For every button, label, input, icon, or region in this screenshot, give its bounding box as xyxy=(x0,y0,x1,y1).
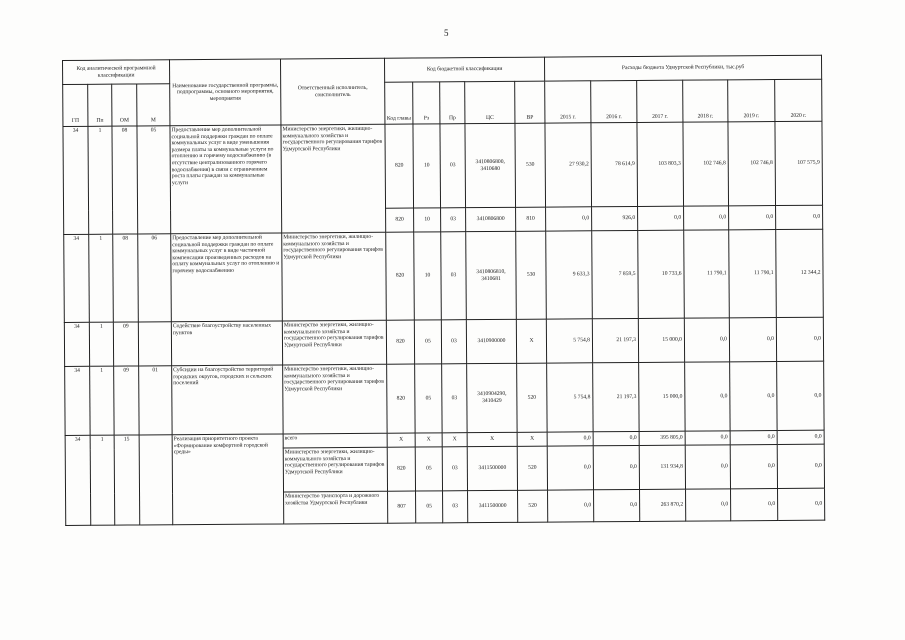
cell-cs: 3410904290, 3410429 xyxy=(467,363,517,432)
cell-vr: 810 xyxy=(516,207,546,231)
cell-om: 09 xyxy=(113,322,138,366)
cell-executor: всего xyxy=(283,433,387,448)
cell-value-2017: 103 803,3 xyxy=(637,122,684,206)
cell-m xyxy=(138,322,171,366)
page-number: 5 xyxy=(444,28,449,38)
header-cs: ЦС xyxy=(465,81,515,123)
cell-gp: 34 xyxy=(64,322,89,366)
cell-pr: 03 xyxy=(442,447,467,491)
cell-value-2020: 0,0 xyxy=(776,205,823,229)
cell-value-2017: 131 934,8 xyxy=(639,445,685,489)
cell-executor: Министерство энергетики, жилищно-коммунального хозяйства и государственного регулирования тарифов Удмуртской Республики xyxy=(282,320,386,365)
header-year-2017: 2017 г. xyxy=(637,80,683,122)
cell-glava: 820 xyxy=(386,208,414,232)
cell-value-2015: 0,0 xyxy=(547,432,593,446)
cell-value-2018: 0,0 xyxy=(685,445,730,489)
cell-pr: Х xyxy=(442,433,467,447)
cell-value-2017: 395 805,0 xyxy=(639,431,685,445)
cell-value-2020: 0,0 xyxy=(777,361,824,430)
cell-value-2018: 0,0 xyxy=(686,489,731,521)
cell-value-2015: 0,0 xyxy=(546,207,592,231)
cell-rz: 10 xyxy=(414,232,442,320)
cell-gp: 34 xyxy=(65,435,91,525)
cell-gp: 34 xyxy=(64,234,90,322)
header-om: ОМ xyxy=(112,84,137,126)
cell-value-2019: 0,0 xyxy=(729,206,776,230)
cell-m: 01 xyxy=(139,366,172,435)
cell-pp: 1 xyxy=(89,234,114,322)
cell-vr: Х xyxy=(517,432,547,446)
header-rz: Рз xyxy=(413,82,440,124)
cell-rz: 05 xyxy=(415,447,442,491)
table-row xyxy=(64,317,823,366)
cell-name: Предоставление мер дополнительной социальной поддержки граждан по оплате коммунальных услуг в виде частичной компенсации произведенных расходов на оплату коммунальных услуг по отоплению и горячему водоснабжению xyxy=(171,233,283,322)
cell-value-2015: 9 633,3 xyxy=(546,231,593,319)
cell-pr: 03 xyxy=(441,320,466,364)
header-pr: Пр xyxy=(440,82,465,124)
header-expenses: Расходы бюджета Удмуртской Республики, тыс.руб xyxy=(544,55,821,81)
cell-glava: 820 xyxy=(387,364,415,433)
cell-pr: 03 xyxy=(443,491,468,523)
header-glava: Код главы xyxy=(385,82,413,124)
cell-value-2019: 0,0 xyxy=(730,445,777,489)
cell-executor: Министерство энергетики, жилищно-коммунального хозяйства и государственного регулирования тарифов Удмуртской Республики xyxy=(283,364,387,434)
cell-pr: 03 xyxy=(442,364,467,433)
header-analytic-code: Код аналитической программной классификации xyxy=(63,60,170,85)
cell-cs: 3411500000 xyxy=(468,490,518,522)
cell-rz: 10 xyxy=(413,124,441,208)
cell-value-2019: 0,0 xyxy=(731,489,778,521)
cell-value-2015: 27 930,2 xyxy=(545,123,592,207)
header-budget-code: Код бюджетной классификации xyxy=(384,57,544,82)
cell-value-2018: 0,0 xyxy=(685,362,730,431)
cell-value-2020: 0,0 xyxy=(777,430,824,444)
cell-value-2016: 0,0 xyxy=(594,489,640,521)
cell-executor: Министерство энергетики, жилищно-коммунального хозяйства и государственного регулирования тарифов Удмуртской Республики xyxy=(282,232,387,321)
cell-pp: 1 xyxy=(88,126,113,234)
header-year-2015: 2015 г. xyxy=(545,81,591,123)
cell-pp: 1 xyxy=(90,366,114,435)
table-row xyxy=(64,229,824,322)
cell-executor: Министерство энергетики, жилищно-коммунального хозяйства и государственного регулирования тарифов Удмуртской Республики xyxy=(283,447,387,492)
header-vr: ВР xyxy=(515,81,545,123)
cell-value-2016: 0,0 xyxy=(593,445,639,489)
cell-glava: 807 xyxy=(388,491,416,523)
cell-rz: 10 xyxy=(414,208,441,232)
cell-value-2017: 0,0 xyxy=(638,206,684,230)
cell-pp: 1 xyxy=(89,322,113,366)
cell-pr: 03 xyxy=(441,232,467,320)
cell-value-2019: 0,0 xyxy=(729,318,776,362)
cell-value-2015: 0,0 xyxy=(547,446,593,490)
cell-glava: 820 xyxy=(386,320,414,364)
header-year-2020: 2020 г. xyxy=(775,79,822,121)
cell-m: 06 xyxy=(138,234,172,322)
cell-value-2016: 926,0 xyxy=(592,206,638,230)
cell-value-2017: 15 000,0 xyxy=(638,318,684,362)
cell-rz: Х xyxy=(415,433,442,447)
cell-cs: 3410900000 xyxy=(466,319,516,363)
cell-name: Субсидии на благоустройство территорий городских округов, городских и сельских поселений xyxy=(172,365,283,435)
cell-value-2015: 0,0 xyxy=(548,490,594,522)
cell-value-2018: 0,0 xyxy=(685,431,730,445)
cell-cs: 3411500000 xyxy=(467,446,517,490)
cell-vr: 520 xyxy=(518,490,548,522)
cell-value-2019: 11 790,1 xyxy=(729,230,777,318)
cell-m xyxy=(139,435,173,525)
cell-value-2016: 78 614,9 xyxy=(591,122,638,206)
cell-value-2018: 11 790,1 xyxy=(684,230,730,318)
cell-vr: Х xyxy=(516,319,546,363)
cell-name: Предоставление мер дополнительной социальной поддержки граждан по оплате коммунальных услуг в виде уменьшения размера платы за коммунальные услуги по отоплению и горячему водоснабжению (в отсутствие централизованного горячего водоснабжения) в связи с ограничением роста платы граждан за коммунальные услуги xyxy=(170,125,282,234)
cell-value-2018: 0,0 xyxy=(684,318,729,362)
cell-value-2016: 21 197,3 xyxy=(592,318,638,362)
cell-vr: 530 xyxy=(515,123,546,207)
cell-value-2016: 0,0 xyxy=(593,431,639,445)
cell-cs: 3410806800 xyxy=(466,207,516,231)
cell-vr: 520 xyxy=(517,446,547,490)
cell-gp: 34 xyxy=(65,366,90,435)
cell-om: 08 xyxy=(113,234,139,322)
cell-om: 15 xyxy=(114,435,140,525)
cell-gp: 34 xyxy=(63,126,89,234)
cell-value-2018: 102 746,8 xyxy=(683,122,729,206)
cell-vr: 530 xyxy=(516,231,547,319)
cell-value-2020: 0,0 xyxy=(777,444,824,488)
cell-value-2017: 263 870,2 xyxy=(640,489,686,521)
cell-value-2018: 0,0 xyxy=(684,206,729,230)
cell-cs: 3410806810, 3410681 xyxy=(466,231,517,319)
table-row xyxy=(65,361,824,435)
header-pp: Пп xyxy=(88,84,112,126)
cell-glava: 820 xyxy=(385,124,414,208)
cell-pr: 03 xyxy=(440,124,466,208)
cell-cs: 3410806800, 3410680 xyxy=(465,123,516,207)
cell-value-2020: 12 344,2 xyxy=(776,229,824,317)
cell-value-2020: 107 575,9 xyxy=(775,121,823,205)
table-row xyxy=(63,121,823,210)
cell-value-2015: 5 754,8 xyxy=(547,363,593,432)
cell-rz: 05 xyxy=(414,320,441,364)
cell-executor: Министерство энергетики, жилищно-коммунального хозяйства и государственного регулирования тарифов Удмуртской Республики xyxy=(281,124,386,233)
cell-name: Содействие благоустройству населенных пунктов xyxy=(171,321,282,366)
cell-value-2017: 10 733,6 xyxy=(638,230,685,318)
cell-om: 09 xyxy=(114,366,139,435)
header-year-2018: 2018 г. xyxy=(683,80,728,122)
cell-glava: 820 xyxy=(386,232,415,320)
header-m: М xyxy=(137,84,170,126)
cell-value-2020: 0,0 xyxy=(776,317,823,361)
cell-value-2019: 0,0 xyxy=(730,431,777,445)
cell-rz: 05 xyxy=(415,364,442,433)
cell-value-2016: 7 859,5 xyxy=(592,230,639,318)
header-executor: Ответственный исполнитель, соисполнитель xyxy=(280,58,384,125)
cell-value-2020: 0,0 xyxy=(778,488,825,520)
cell-value-2019: 0,0 xyxy=(730,362,777,431)
cell-pp: 1 xyxy=(90,435,115,525)
cell-glava: Х xyxy=(387,433,415,447)
cell-om: 08 xyxy=(112,126,138,234)
header-year-2019: 2019 г. xyxy=(728,80,775,122)
header-gp: ГП xyxy=(63,84,88,126)
header-year-2016: 2016 г. xyxy=(591,80,637,122)
budget-table xyxy=(62,55,825,526)
cell-value-2015: 5 754,8 xyxy=(546,319,592,363)
cell-value-2019: 102 746,8 xyxy=(728,122,776,206)
cell-glava: 820 xyxy=(387,447,415,491)
cell-m: 05 xyxy=(137,126,171,234)
cell-pr: 03 xyxy=(441,208,466,232)
cell-vr: 520 xyxy=(517,363,547,432)
cell-rz: 05 xyxy=(416,491,443,523)
cell-value-2016: 21 197,3 xyxy=(593,362,639,431)
cell-cs: Х xyxy=(467,432,517,446)
cell-value-2017: 15 000,0 xyxy=(639,362,685,431)
cell-executor: Министерство транспорта и дорожного хозяйства Удмуртской Республики xyxy=(284,491,388,524)
header-name: Наименование государственной программы, подпрограммы, основного мероприятия, мероприятия xyxy=(170,59,281,126)
cell-name: Реализация приоритетного проекта «Формирование комфортной городской среды» xyxy=(172,434,284,525)
